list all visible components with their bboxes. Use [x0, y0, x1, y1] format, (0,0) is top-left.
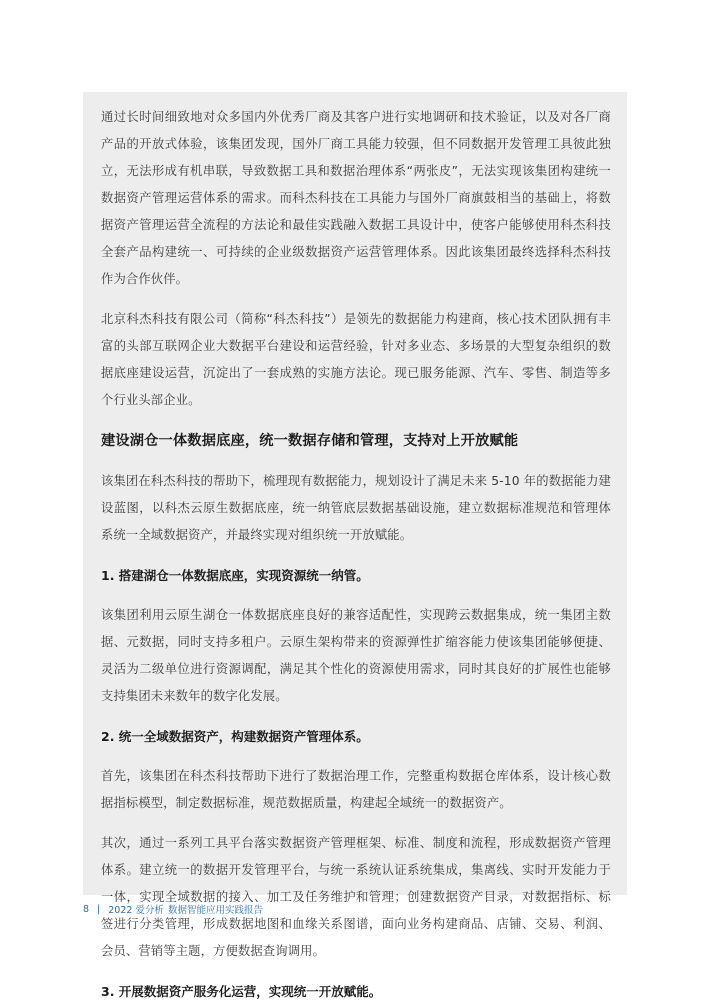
page-number: 8 [83, 903, 90, 915]
paragraph-company-intro: 北京科杰科技有限公司（简称“科杰科技”）是领先的数据能力构建商，核心技术团队拥有丰富的头部互联网企业大数据平台建设和运营经验，针对多业态、多场景的大型复杂组织的数据底座建设运营，沉淀出了一套成熟的实施方法论。现已服务能源、汽车、零售、制造等多个行业头部企业。 [101, 312, 611, 407]
page-footer [83, 902, 263, 916]
paragraph-lakehouse: 该集团利用云原生湖仓一体数据底座良好的兼容适配性，实现跨云数据集成，统一集团主数据、元数据，同时支持多租户。云原生架构带来的资源弹性扩缩容能力使该集团能够便捷、灵活为二级单位进行资源调配，满足其个性化的资源使用需求，同时其良好的扩展性也能够支持集团未来数年的数字化发展。 [101, 608, 611, 703]
paragraph-section-intro: 该集团在科杰科技的帮助下，梳理现有数据能力，规划设计了满足未来 5-10 年的数据能力建设蓝图，以科杰云原生数据底座，统一纳管底层数据基础设施，建立数据标准规范和管理体系统一全域数据资产，并最终实现对组织统一开放赋能。 [101, 474, 611, 542]
paragraph-data-governance: 首先，该集团在科杰科技帮助下进行了数据治理工作，完整重构数据仓库体系，设计核心数据指标模型，制定数据标准，规范数据质量，构建起全域统一的数据资产。 [101, 769, 611, 810]
article-body [101, 104, 611, 1005]
subheading-3: 3. 开展数据资产服务化运营，实现统一开放赋能。 [101, 984, 382, 999]
report-title: 数据智能应用实践报告 [167, 905, 263, 916]
footer-separator: | [97, 903, 101, 915]
report-year: 2022 爱分析 [108, 905, 164, 916]
subheading-1: 1. 搭建湖仓一体数据底座，实现资源统一纳管。 [101, 568, 369, 583]
paragraph-vendor-evaluation: 通过长时间细致地对众多国内外优秀厂商及其客户进行实地调研和技术验证，以及对各厂商产品的开放式体验，该集团发现，国外厂商工具能力较强，但不同数据开发管理工具彼此独立，无法形成有机串联，导致数据工具和数据治理体系“两张皮”，无法实现该集团构建统一数据资产管理运营体系的需求。而科杰科技在工具能力与国外厂商旗鼓相当的基础上，将数据资产管理运营全流程的方法论和最佳实践融入数据工具设计中，使客户能够使用科杰科技全套产品构建统一、可持续的企业级数据资产运营管理体系。因此该集团最终选择科杰科技作为合作伙伴。 [101, 110, 611, 286]
section-heading: 建设湖仓一体数据底座，统一数据存储和管理，支持对上开放赋能 [101, 433, 519, 449]
paragraph-asset-management: 其次，通过一系列工具平台落实数据资产管理框架、标准、制度和流程，形成数据资产管理体系。建立统一的数据开发管理平台，与统一系统认证系统集成，集离线、实时开发能力于一体，实现全域数据的接入、加工及任务维护和管理；创建数据资产目录，对数据指标、标签进行分类管理，形成数据地图和血缘关系图谱，面向业务构建商品、店铺、交易、利润、会员、营销等主题，方便数据查询调用。 [101, 836, 611, 958]
subheading-2: 2. 统一全域数据资产，构建数据资产管理体系。 [101, 729, 369, 744]
